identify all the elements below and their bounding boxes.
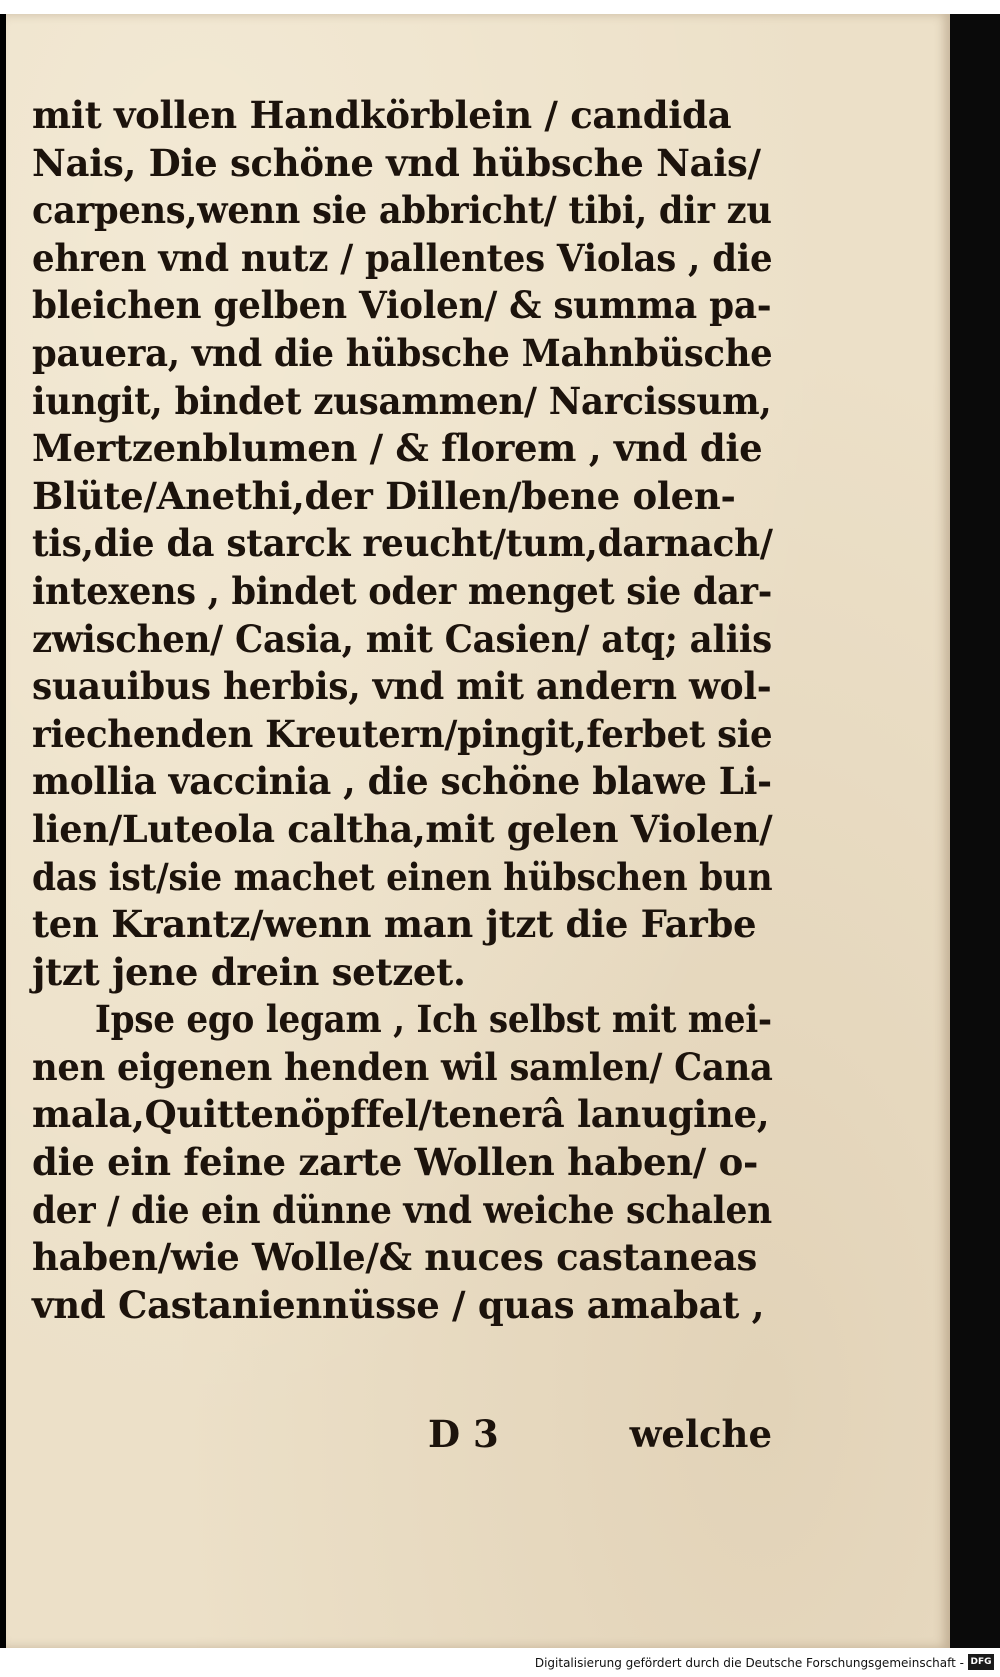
- text-line: Blüte/Anethi,der Dillen/bene olen-: [32, 473, 736, 518]
- text-line: ehren vnd nutz / pallentes Violas , die: [32, 235, 773, 280]
- text-line: iungit, bindet zusammen/ Narcissum,: [32, 378, 772, 423]
- paragraph-start-line: Ipse ego legam , Ich selbst mit mei-: [94, 997, 772, 1042]
- page-text: [32, 92, 772, 1329]
- top-border: [0, 0, 1000, 14]
- text-line: die ein feine zarte Wollen haben/ o-: [32, 1140, 759, 1185]
- text-line: mit vollen Handkörblein / candida: [32, 93, 732, 137]
- text-line: suauibus herbis, vnd mit andern wol-: [32, 664, 772, 709]
- dfg-logo: DFG: [968, 1654, 994, 1670]
- text-line: Mertzenblumen / & florem , vnd die: [32, 426, 763, 471]
- text-line: lien/Luteola caltha,mit gelen Violen/: [32, 806, 773, 851]
- text-line: mala,Quittenöpffel/tenerâ lanugine,: [32, 1092, 770, 1137]
- text-line: carpens,wenn sie abbricht/ tibi, dir zu: [32, 188, 772, 233]
- text-line: bleichen gelben Violen/ & summa pa-: [32, 283, 772, 328]
- text-line: tis,die da starck reucht/tum,darnach/: [32, 521, 773, 566]
- catchword: welche: [629, 1412, 772, 1456]
- signature-mark: D 3: [428, 1412, 499, 1456]
- text-line: haben/wie Wolle/& nuces castaneas: [32, 1235, 758, 1280]
- text-line: Nais, Die schöne vnd hübsche Nais/: [32, 140, 761, 185]
- text-line: mollia vaccinia , die schöne blawe Li-: [32, 759, 772, 804]
- book-page: [6, 14, 950, 1648]
- text-line: das ist/sie machet einen hübschen bun: [32, 854, 773, 899]
- text-line: riechenden Kreutern/pingit,ferbet sie: [32, 711, 773, 756]
- text-line: vnd Castaniennüsse / quas amabat ,: [32, 1282, 765, 1327]
- text-line: der / die ein dünne vnd weiche schalen: [32, 1187, 772, 1232]
- text-line: pauera, vnd die hübsche Mahnbüsche: [32, 330, 773, 375]
- digitization-credit: Digitalisierung gefördert durch die Deutsche Forschungsgemeinschaft -: [534, 1656, 964, 1670]
- scan-margin: [950, 14, 1000, 1648]
- text-line: intexens , bindet oder menget sie dar-: [32, 568, 773, 613]
- page-footer: [32, 1412, 772, 1462]
- text-line: jtzt jene drein setzet.: [32, 949, 466, 994]
- text-line: ten Krantz/wenn man jtzt die Farbe: [32, 902, 757, 947]
- text-line: nen eigenen henden wil samlen/ Cana: [32, 1044, 773, 1089]
- credit-bar: [0, 1648, 1000, 1677]
- text-line: zwischen/ Casia, mit Casien/ atq; aliis: [32, 616, 772, 661]
